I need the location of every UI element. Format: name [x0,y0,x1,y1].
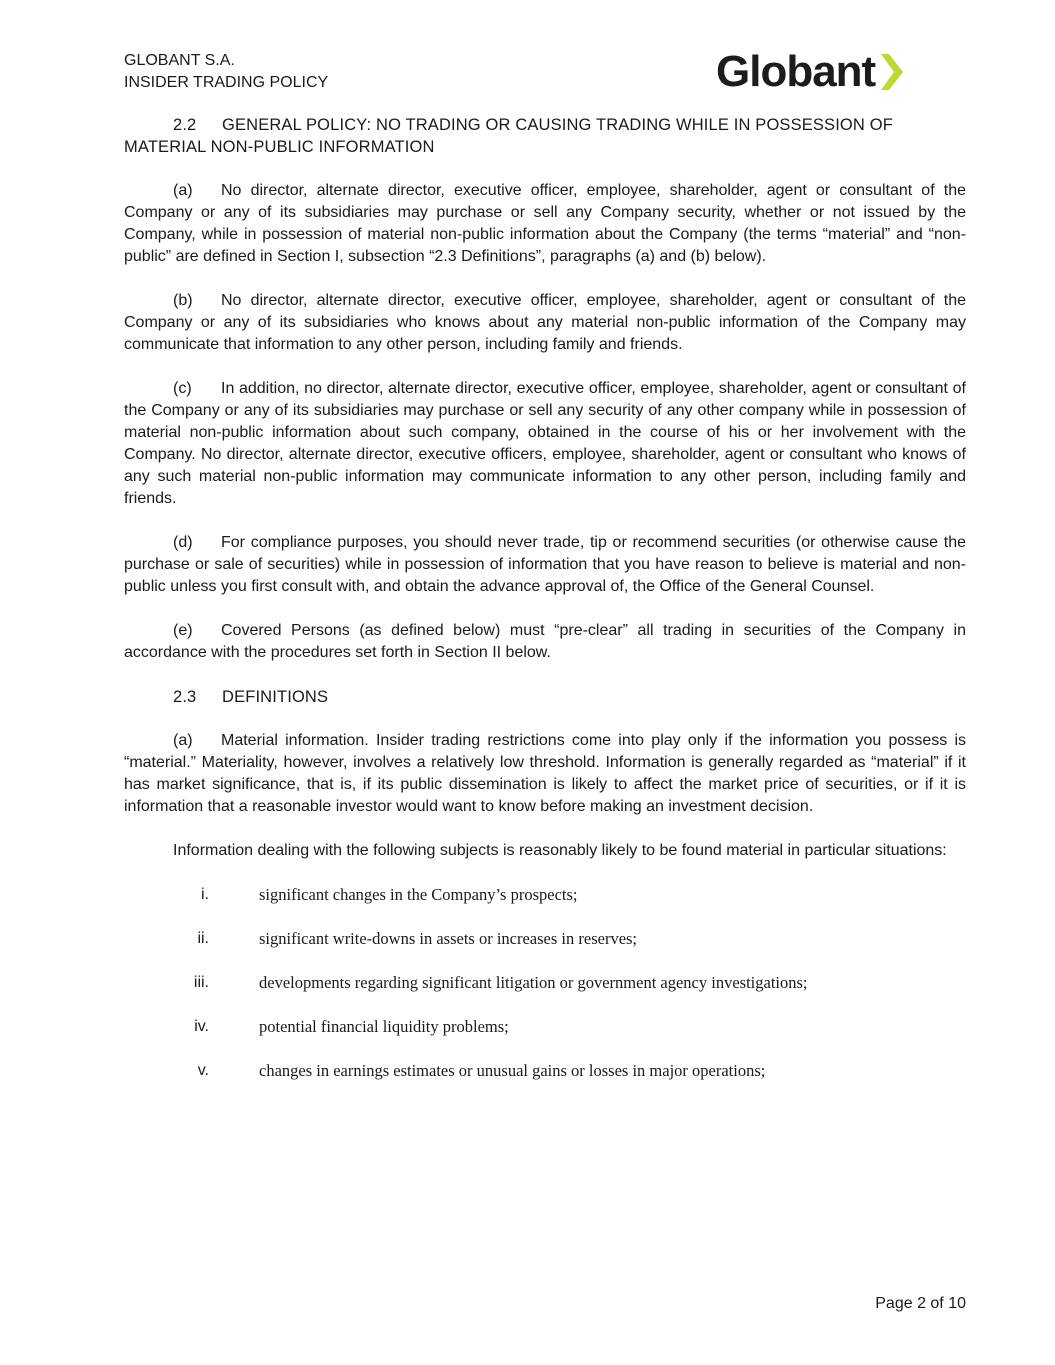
list-item-text: changes in earnings estimates or unusual gains or losses in major operations; [259,1061,766,1080]
section-title: DEFINITIONS [222,688,329,706]
chevron-right-icon [879,50,905,94]
section-heading-2-3 [124,686,966,708]
paragraph-text: No director, alternate director, executive officer, employee, shareholder, agent or consultant of the Company or any of its subsidiaries may purchase or sell any Company security, whether or not issued by the Company, while in possession of material non-public information about the Company (the terms “material” and “non-public” are defined in Section I, subsection “2.3 Definitions”, paragraphs (a) and (b) below). [124,182,966,265]
section-title: GENERAL POLICY: NO TRADING OR CAUSING TRADING WHILE IN POSSESSION OF MATERIAL NON-PUBLIC INFORMATION [124,116,893,156]
paragraph-label: (c) [173,380,192,397]
paragraph-text: Covered Persons (as defined below) must “pre-clear” all trading in securities of the Company in accordance with the procedures set forth in Section II below. [124,622,966,661]
section-heading-2-2 [124,114,966,158]
materiality-intro: Information dealing with the following subjects is reasonably likely to be found material in particular situations: [173,842,947,859]
list-numeral: v. [197,1062,209,1079]
paragraph-label: (a) [173,182,193,199]
document-title: INSIDER TRADING POLICY [124,74,329,91]
globant-logo [716,48,905,96]
list-item [124,1060,966,1082]
list-item-text: developments regarding significant litigation or government agency investigations; [259,973,808,992]
list-item-text: potential financial liquidity problems; [259,1017,509,1036]
material-subjects-list [124,884,966,1082]
list-item [124,1016,966,1038]
list-numeral: iii. [193,974,209,991]
paragraph-2-2-b [124,290,966,356]
document-body [124,114,966,1104]
paragraph-2-2-d [124,532,966,598]
list-item [124,972,966,994]
paragraph-label: (e) [173,622,193,639]
paragraph-2-2-e [124,620,966,664]
list-item [124,884,966,906]
list-numeral: i. [201,886,209,903]
list-numeral: iv. [194,1018,209,1035]
company-name: GLOBANT S.A. [124,52,235,69]
paragraph-label: (d) [173,534,193,551]
paragraph-text: For compliance purposes, you should never trade, tip or recommend securities (or otherwise cause the purchase or sale of securities) while in possession of information that you have reason to believe is material and non-public unless you first consult with, and obtain the advance approval of, the Office of the General Counsel. [124,534,966,595]
paragraph-text: Insider trading restrictions come into play only if the information you possess is “material.” Materiality, however, involves a relatively low threshold. Information is generally regarded as “material” if it has market significance, that is, if its public dissemination is likely to affect the market price of securities, or if it is information that a reasonable investor would want to know before making an investment decision. [124,732,966,815]
paragraph-text: No director, alternate director, executive officer, employee, shareholder, agent or consultant of the Company or any of its subsidiaries who knows about any material non-public information of the Company may communicate that information to any other person, including family and friends. [124,292,966,353]
paragraph-2-2-a [124,180,966,268]
defined-term: Material information. [221,732,369,749]
logo-wordmark: Globant [716,47,876,96]
section-number: 2.2 [173,116,197,134]
paragraph-label: (b) [173,292,193,309]
section-number: 2.3 [173,688,197,706]
paragraph-label: (a) [173,732,193,749]
list-item-text: significant write-downs in assets or increases in reserves; [259,929,638,948]
paragraph-2-3-a [124,730,966,818]
list-item-text: significant changes in the Company’s prospects; [259,885,578,904]
page-number: Page 2 of 10 [875,1295,966,1312]
list-numeral: ii. [197,930,209,947]
document-header [124,50,328,94]
paragraph-2-2-c [124,378,966,510]
list-item [124,928,966,950]
paragraph-text: In addition, no director, alternate director, executive officer, employee, shareholder, agent or consultant of the Company or any of its subsidiaries may purchase or sell any security of any other company while in possession of material non-public information about such company, obtained in the course of his or her involvement with the Company. No director, alternate director, executive officers, employee, shareholder, agent or consultant who knows of any such material non-public information may communicate information to any other person, including family and friends. [124,380,966,507]
